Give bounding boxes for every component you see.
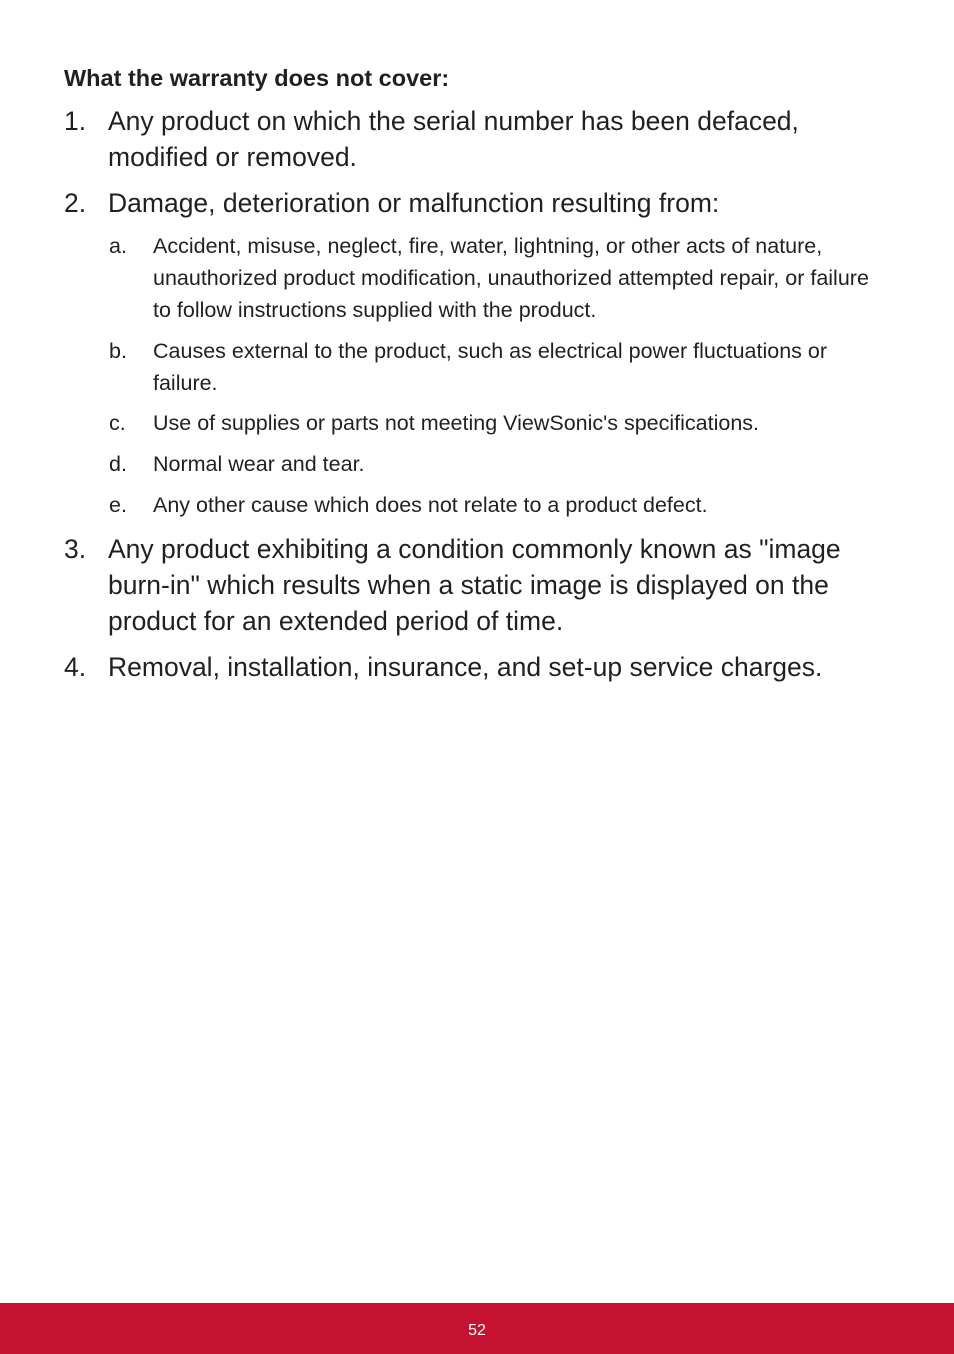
list-item-text: Any product on which the serial number has been defaced, modified or removed. <box>108 106 799 172</box>
list-item-number: 2. <box>64 188 87 218</box>
page-number: 52 <box>468 1322 486 1339</box>
sub-list-item-letter: a. <box>109 234 127 258</box>
sub-list-item-text: Any other cause which does not relate to a product defect. <box>153 493 708 517</box>
list-item-number: 3. <box>64 534 87 564</box>
footer-bar <box>0 1303 954 1354</box>
sub-list-item-letter: e. <box>109 493 127 517</box>
sub-list-item-text: Accident, misuse, neglect, fire, water, lightning, or other acts of nature, unauthorized product modification, unauthorized attempted repair, or failure to follow instructions supplied with the product. <box>153 234 869 322</box>
list-item-text: Any product exhibiting a condition commonly known as "image burn-in" which results when a static image is displayed on the product for an extended period of time. <box>108 534 841 636</box>
list-item <box>64 185 884 221</box>
sub-list-item-letter: c. <box>109 411 126 435</box>
sub-list-item <box>109 489 879 521</box>
sub-list-item-text: Use of supplies or parts not meeting ViewSonic's specifications. <box>153 411 760 435</box>
sub-list-item <box>109 335 879 399</box>
list-item <box>64 531 884 639</box>
list-item-number: 4. <box>64 652 87 682</box>
sub-list-item-text: Causes external to the product, such as electrical power fluctuations or failure. <box>153 339 828 395</box>
list-item-number: 1. <box>64 106 87 136</box>
list-item-text: Removal, installation, insurance, and set-up service charges. <box>108 652 823 682</box>
list-item-text: Damage, deterioration or malfunction resulting from: <box>108 188 720 218</box>
sub-list-item-letter: d. <box>109 452 127 476</box>
list-item <box>64 649 884 685</box>
list-item <box>64 103 884 175</box>
sub-list-item <box>109 230 879 326</box>
section-heading: What the warranty does not cover: <box>64 65 450 91</box>
sub-list-item-letter: b. <box>109 339 127 363</box>
sub-list-item <box>109 407 879 439</box>
sub-list-item-text: Normal wear and tear. <box>153 452 365 476</box>
sub-list-item <box>109 448 879 480</box>
